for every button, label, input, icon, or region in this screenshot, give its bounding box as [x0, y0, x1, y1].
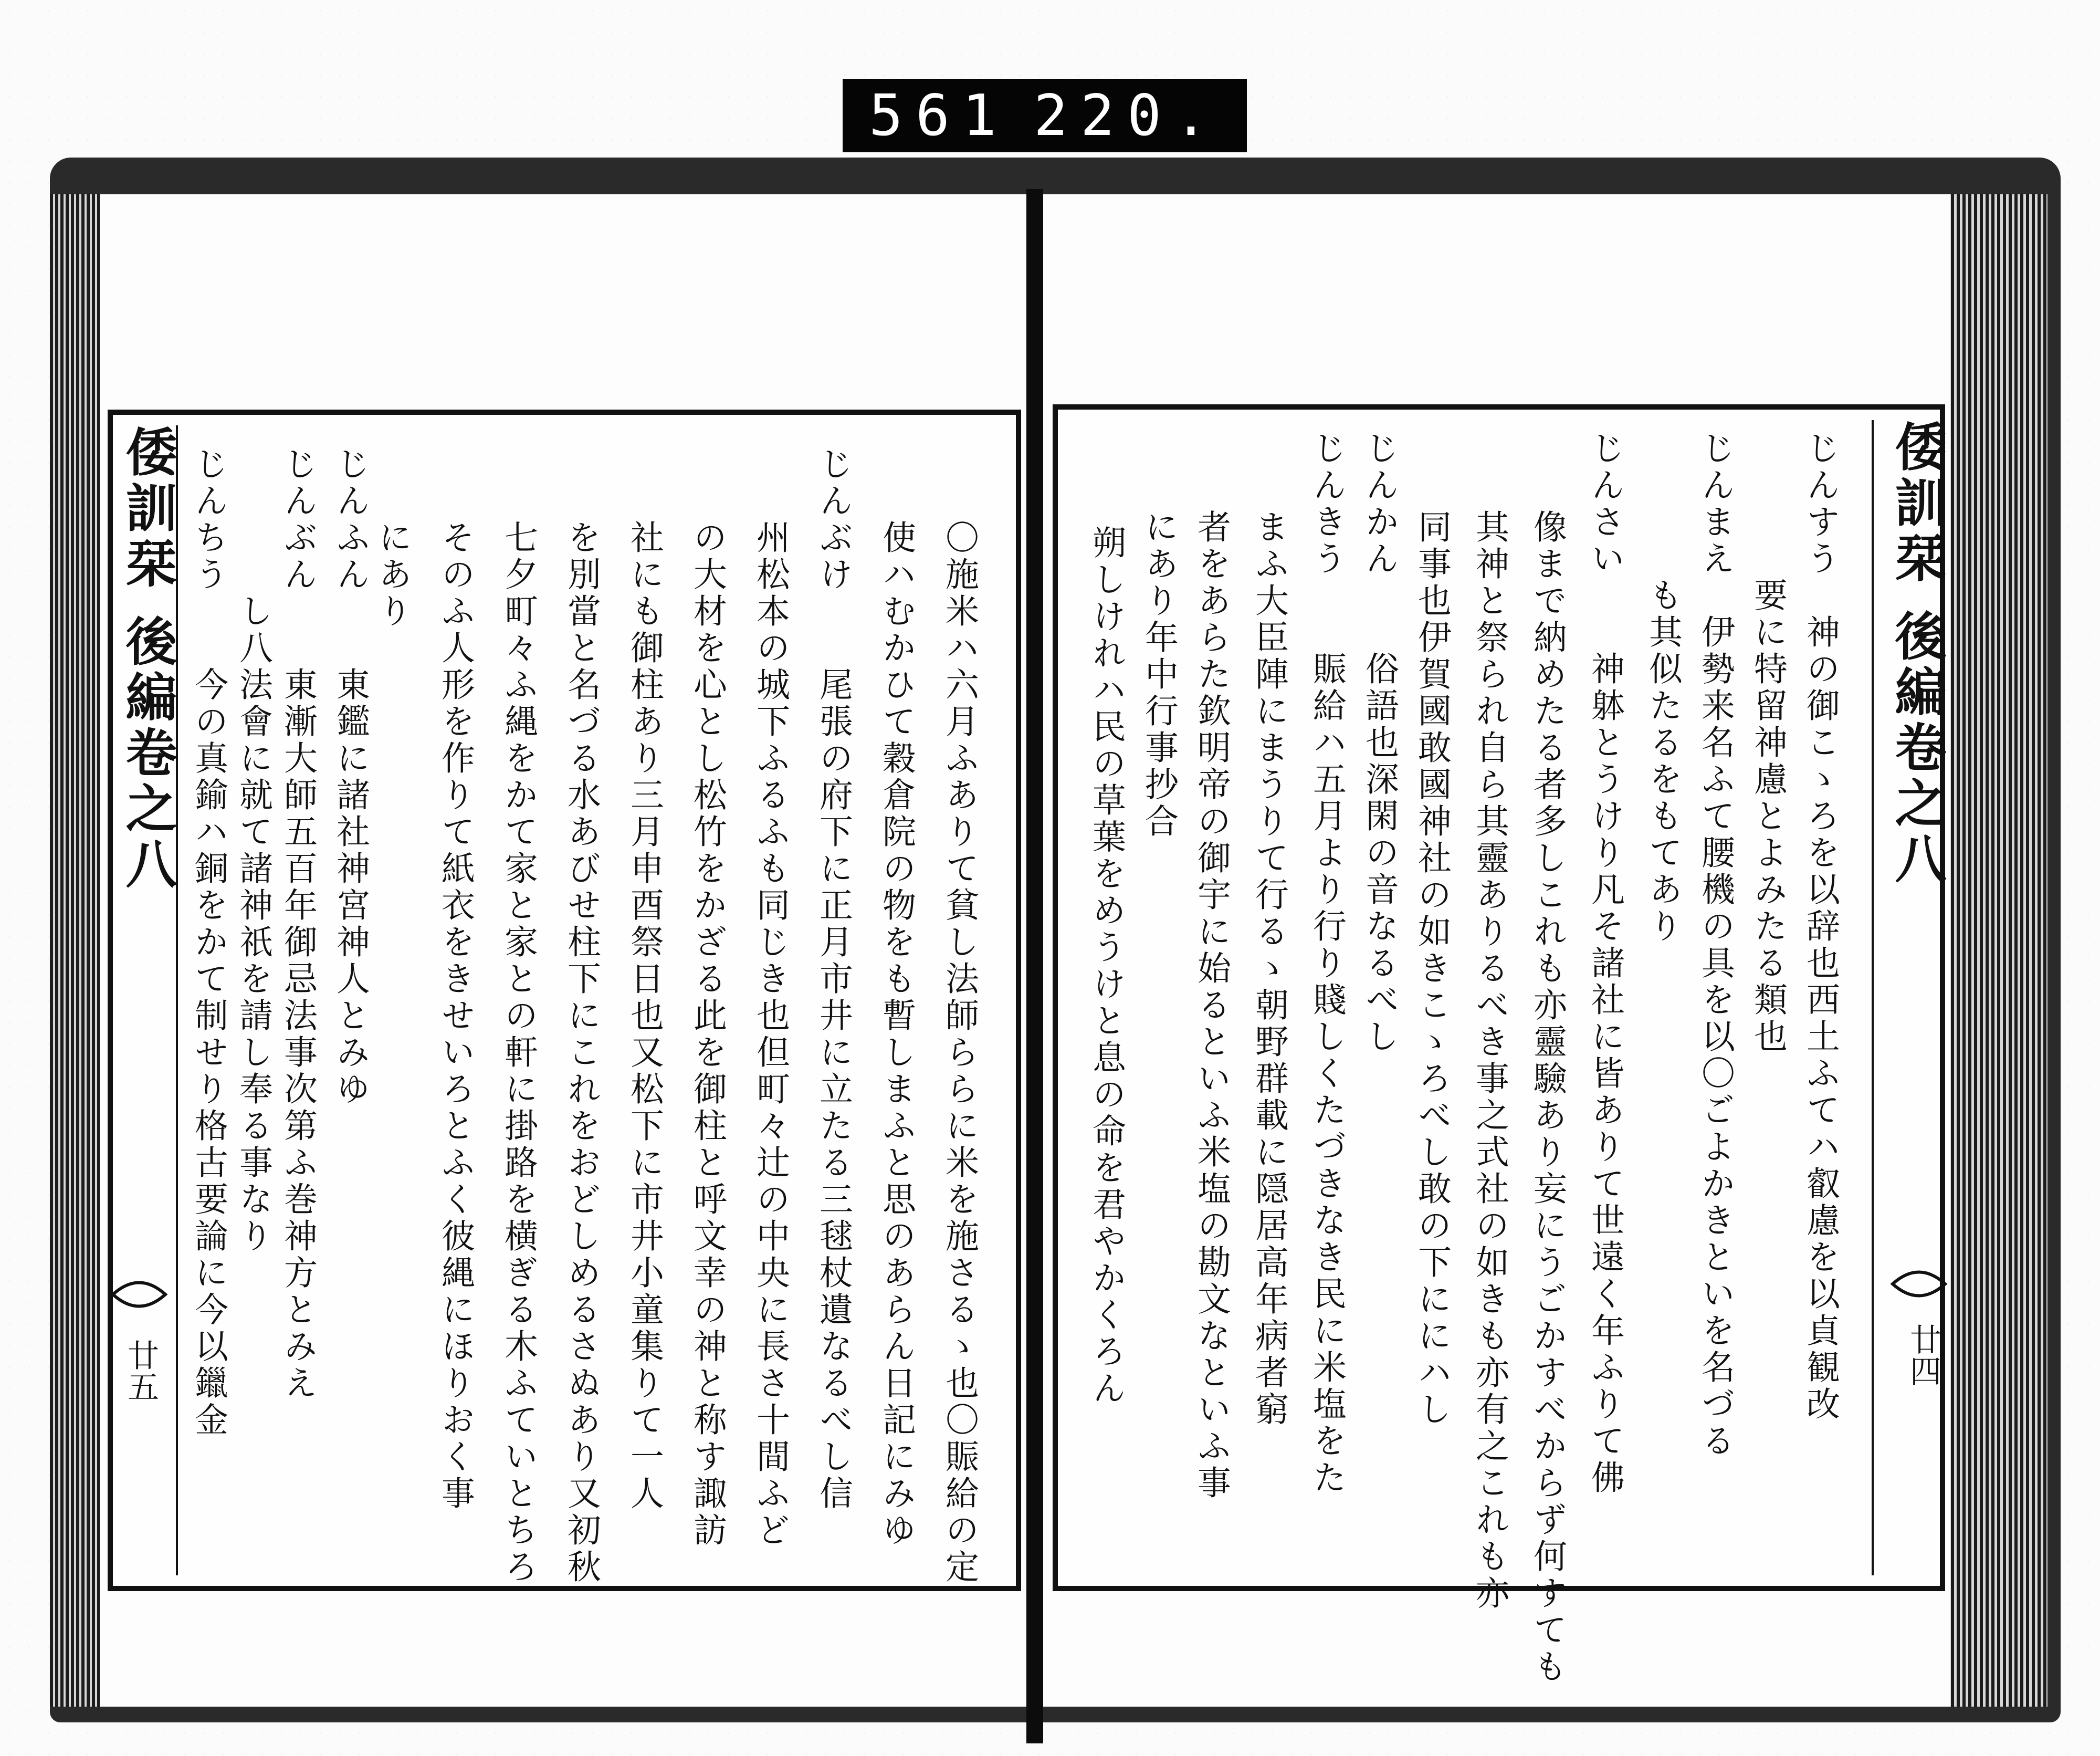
left-folio: 廿五 [122, 1339, 159, 1402]
text-column: の大材を心とし松竹をかざる此を御柱と呼文幸の神と称す諏訪 [688, 520, 727, 1549]
right-margin-rule [1872, 420, 1874, 1575]
left-fish-tail-ornament [110, 1271, 168, 1318]
right-fish-tail-ornament [1890, 1260, 1948, 1308]
text-column: じんすう 神の御こゝろを以辞也西土ふてハ叡慮を以貞観改 [1801, 431, 1840, 1423]
text-column: し八法會に就て諸神祇を請し奉る事なり [234, 446, 272, 1255]
text-column: も其似たるをもてあり [1643, 431, 1682, 945]
text-column: 像まで納めたる者多しこれも亦靈驗あり妄にうごかすべからず何すても [1528, 509, 1567, 1686]
left-page-edges [50, 194, 108, 1707]
text-column: そのふ人形を作りて紙衣をきせいろとふく彼縄にほりおく事 [436, 520, 475, 1512]
text-column: 七夕町々ふ縄をかて家と家との軒に掛路を横ぎる木ふていとちろ [499, 520, 538, 1586]
text-column: じんぶん 東漸大師五百年御忌法事次第ふ巻神方とみえ [278, 446, 317, 1402]
right-page-edges [1942, 194, 2048, 1707]
right-margin-title: 倭訓栞 後編卷之八 [1886, 420, 1947, 888]
left-margin-title: 倭訓栞 後編卷之八 [117, 425, 177, 893]
left-text-frame [108, 410, 1021, 1591]
book-gutter [1026, 189, 1043, 1743]
text-column: じんさい 神躰とうけり凡そ諸社に皆ありて世遠く年ふりて佛 [1586, 431, 1624, 1497]
text-column: じんかん 俗語也深閑の音なるべし [1360, 431, 1399, 1055]
film-frame-label [843, 79, 1247, 152]
text-column: 其神と祭られ自ら其靈ありるべき事之式社の如きも亦有之これも亦 [1470, 509, 1509, 1612]
text-column: 同事也伊賀國敢國神社の如きこゝろべし敢の下ににハし [1412, 509, 1451, 1428]
text-column: にあり年中行事抄合 [1139, 509, 1178, 840]
text-column: を別當と名づる水あびせ柱下にこれをおどしめるさぬあり又初秋 [562, 520, 601, 1586]
text-column: じんまえ 伊勢来名ふて腰機の具を以〇ごよかきといを名づる [1696, 431, 1735, 1460]
text-column: 〇施米ハ六月ふありて貧し法師ららに米を施さるゝ也〇賑給の定 [940, 520, 979, 1586]
film-label-right: 220. [1033, 82, 1221, 149]
text-column: 州松本の城下ふるふも同じき也但町々辻の中央に長さ十間ふど [751, 520, 790, 1549]
text-column: じんぶけ 尾張の府下に正月市井に立たる三毬杖遺なるべし信 [814, 446, 853, 1512]
text-column: 者をあらた欽明帝の御宇に始るといふ米塩の勘文なといふ事 [1192, 509, 1231, 1502]
text-column: にあり [373, 520, 412, 630]
text-column: 朔しけれハ民の草葉をめうけと息の命を君やかくろん [1087, 525, 1126, 1407]
right-folio: 廿四 [1905, 1323, 1941, 1386]
text-column: まふ大臣陣にまうりて行るゝ朝野群載に隠居高年病者窮 [1250, 509, 1288, 1428]
text-column: じんちう 今の真鍮ハ銅をかて制せり格古要論に今以鑞金 [189, 446, 228, 1439]
text-column: じんふん 東鑑に諸社神宮神人とみゆ [331, 446, 370, 1108]
text-column: 要に特留神慮とよみたる類也 [1748, 431, 1787, 1055]
text-column: じんきう 賑給ハ五月より行り賤しくたづきなき民に米塩をた [1307, 431, 1346, 1497]
film-label-left: 561 [869, 82, 1010, 149]
right-text-frame [1053, 404, 1945, 1686]
text-column: 社にも御柱あり三月申酉祭日也又松下に市井小童集りて一人 [625, 520, 664, 1512]
text-column: 使ハむかひて穀倉院の物をも暫しまふと思のあらん日記にみゆ [877, 520, 916, 1549]
